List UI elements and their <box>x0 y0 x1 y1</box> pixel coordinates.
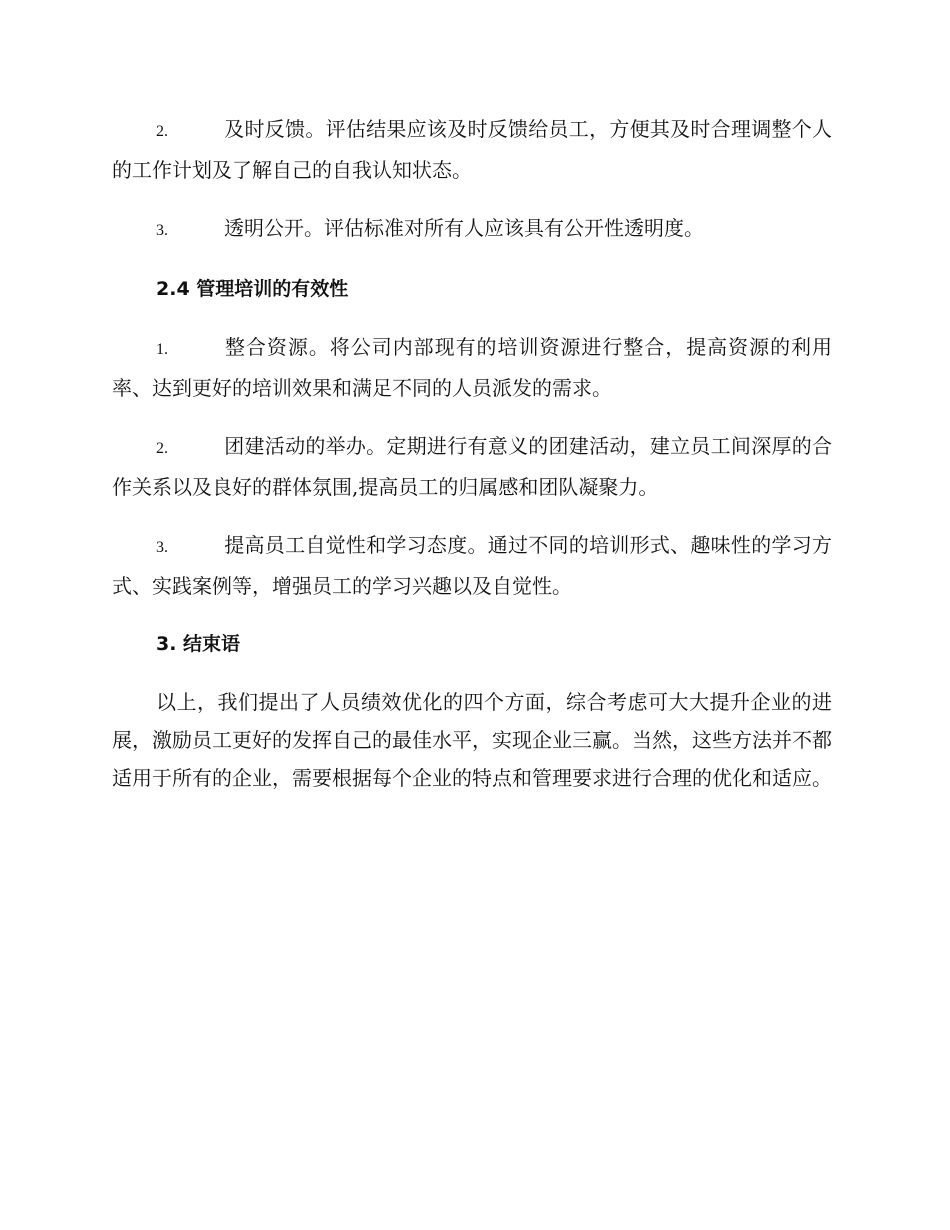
list-item <box>112 209 832 250</box>
list-item <box>112 427 832 506</box>
list-item-text: 透明公开。评估标准对所有人应该具有公开性透明度。 <box>224 216 704 240</box>
document-body <box>112 110 832 817</box>
list-item-number: 3. <box>156 539 168 556</box>
list-item-number: 2. <box>156 123 168 140</box>
list-item <box>112 526 832 605</box>
list-item-text: 提高员工自觉性和学习态度。通过不同的培训形式、趣味性的学习方式、实践案例等，增强员工的学习兴趣以及自觉性。 <box>112 533 832 598</box>
section-heading-3: 3. 结束语 <box>156 633 241 655</box>
list-item-text: 团建活动的举办。定期进行有意义的团建活动，建立员工间深厚的合作关系以及良好的群体氛围,提高员工的归属感和团队凝聚力。 <box>112 434 832 499</box>
list-item <box>112 110 832 189</box>
list-item-text: 及时反馈。评估结果应该及时反馈给员工，方便其及时合理调整个人的工作计划及了解自己的自我认知状态。 <box>112 117 832 182</box>
list-item <box>112 328 832 407</box>
list-item-text: 整合资源。将公司内部现有的培训资源进行整合，提高资源的利用率、达到更好的培训效果和满足不同的人员派发的需求。 <box>112 335 832 400</box>
section-heading-2-4: 2.4 管理培训的有效性 <box>156 278 349 300</box>
list-item-number: 3. <box>156 222 168 239</box>
list-item-number: 2. <box>156 440 168 457</box>
list-item-number: 1. <box>156 341 168 358</box>
conclusion-paragraph: 以上，我们提出了人员绩效优化的四个方面，综合考虑可大大提升企业的进展，激励员工更好的发挥自己的最佳水平，实现企业三赢。当然，这些方法并不都适用于所有的企业，需要根据每个企业的特点和管理要求进行合理的优化和适应。 <box>112 690 832 790</box>
